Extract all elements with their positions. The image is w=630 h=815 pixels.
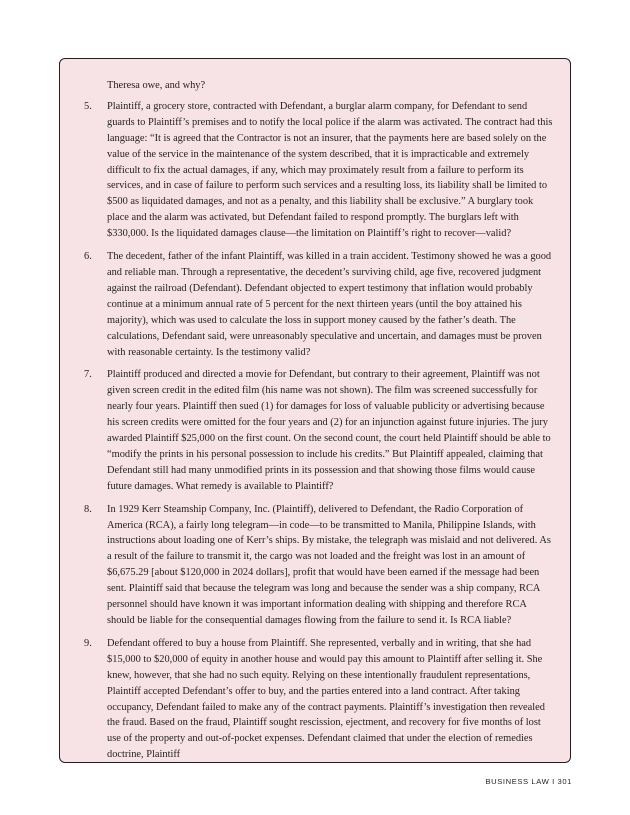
question-item <box>84 367 556 494</box>
question-text: Plaintiff produced and directed a movie for Defendant, but contrary to their agreement, Plaintiff was not given screen credit in the edited film (his name was not shown). The film was screened successfully for nearly four years. Plaintiff then sued (1) for damages for loss of valuable publicity or advertising because his screen credits were omitted for the four years and (2) for an injunction against future injuries. The jury awarded Plaintiff $25,000 on the first count. On the second count, the court held Plaintiff should be able to “modify the prints in his personal possession to include his credits.” But Plaintiff appealed, claiming that Defendant still had many unmodified prints in its possession and that showing those films would cause future damages. What remedy is available to Plaintiff? <box>107 369 551 492</box>
question-number: 7. <box>84 369 92 381</box>
continued-text: Theresa owe, and why? <box>107 80 206 91</box>
exercise-box <box>59 58 571 763</box>
question-text: The decedent, father of the infant Plaintiff, was killed in a train accident. Testimony showed he was a good and reliable man. Through a representative, the decedent’s surviving child, age five, recovered judgment against the railroad (Defendant). Defendant objected to expert testimony that inflation would probably continue at a minimum annual rate of 5 percent for the next thirteen years (until the boy attained his majority), which was used to calculate the loss in support money caused by the father’s death. The calculations, Defendant said, were unreasonably speculative and uncertain, and damages must be proven with reasonable certainty. Is the testimony valid? <box>107 251 552 358</box>
question-item <box>84 636 556 763</box>
question-number: 8. <box>84 503 92 515</box>
question-item <box>84 249 556 360</box>
question-text: In 1929 Kerr Steamship Company, Inc. (Plaintiff), delivered to Defendant, the Radio Corporation of America (RCA), a fairly long telegram—in code—to be transmitted to Manila, Philippine Islands, with instructions about loading one of Kerr’s ships. By mistake, the telegraph was mislaid and not delivered. As a result of the failure to transmit it, the cargo was not loaded and the freight was lost in an amount of $6,675.29 [about $120,000 in 2024 dollars], profit that would have been earned if the message had been sent. Plaintiff said that because the telegram was long and because the sender was a ship company, RCA personnel should have known it was important information dealing with shipping and therefore RCA should be liable for the consequential damages flowing from the failure to send it. Is RCA liable? <box>107 503 551 626</box>
question-item <box>84 99 556 242</box>
question-number: 6. <box>84 251 92 263</box>
question-number: 5. <box>84 100 92 112</box>
question-item <box>84 502 556 629</box>
page-footer: BUSINESS LAW I 301 <box>485 777 572 786</box>
question-text: Defendant offered to buy a house from Plaintiff. She represented, verbally and in writing, that she had $15,000 to $20,000 of equity in another house and would pay this amount to Plaintiff after selling it. She knew, however, that she had no such equity. Relying on these intentionally fraudulent representations, Plaintiff accepted Defendant’s offer to buy, and the parties entered into a land contract. After taking occupancy, Defendant failed to make any of the contract payments. Plaintiff’s investigation then revealed the fraud. Based on the fraud, Plaintiff sought rescission, ejectment, and recovery for five months of lost use of the property and out-of-pocket expenses. Defendant claimed that under the election of remedies doctrine, Plaintiff <box>107 637 545 761</box>
question-list <box>84 99 556 763</box>
question-text: Plaintiff, a grocery store, contracted with Defendant, a burglar alarm company, for Defendant to send guards to Plaintiff’s premises and to notify the local police if the alarm was activated. The contract had this language: “It is agreed that the Contractor is not an insurer, that the payments here are based solely on the value of the service in the maintenance of the system described, that it is impracticable and extremely difficult to fix the actual damages, if any, which may proximately result from a failure to perform its services, and in case of failure to perform such services and a resulting loss, its liability shall be limited to $500 as liquidated damages, and not as a penalty, and this liability shall be exclusive.” A burglary took place and the alarm was activated, but Defendant failed to respond promptly. The burglars left with $330,000. Is the liquidated damages clause—the limitation on Plaintiff’s right to recover—valid? <box>107 100 553 240</box>
question-number: 9. <box>84 637 92 649</box>
